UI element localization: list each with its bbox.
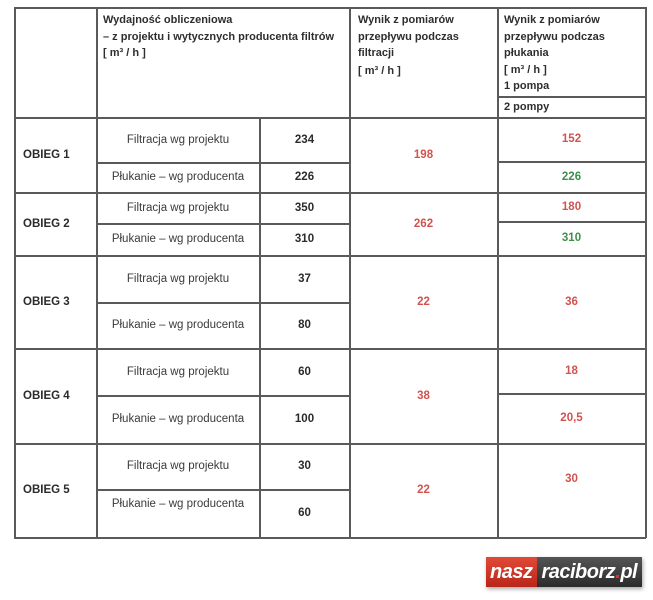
obieg-1-filtration-label — [97, 118, 259, 162]
obieg-1-washing-label — [97, 163, 259, 192]
washing-design-value: 226 — [294, 171, 315, 183]
washing-label: Płukanie – wg producenta — [111, 498, 245, 510]
naszraciborz-logo — [486, 557, 642, 587]
logo-nasz-part: nasz — [486, 557, 537, 587]
filtration-label: Filtracja wg projektu — [126, 460, 230, 472]
header-design-unit: [ m³ / h ] — [103, 47, 146, 59]
header-washing-unit: [ m³ / h ] — [504, 63, 547, 76]
table-border-top — [14, 7, 646, 9]
washing-two-pumps-value: 226 — [561, 170, 582, 183]
obieg-1-label — [15, 118, 96, 192]
logo-raciborz: raciborz — [541, 561, 616, 583]
header-washing-line3: płukania — [504, 47, 549, 59]
filtration-label: Filtracja wg projektu — [126, 133, 230, 146]
filtration-measured-value: 198 — [413, 148, 434, 161]
obieg-name: OBIEG 4 — [23, 389, 70, 402]
washing-measured-value: 30 — [565, 473, 578, 485]
obieg-name: OBIEG 5 — [23, 484, 70, 496]
header-design-title: Wydajność obliczeniowa — [103, 14, 233, 26]
obieg-2-washing-label — [97, 224, 259, 255]
obieg-name: OBIEG 3 — [23, 295, 70, 308]
header-filtration-measurement — [350, 12, 497, 112]
filtration-design-value: 350 — [294, 201, 315, 214]
obieg-3-washing-design — [260, 303, 349, 348]
washing-label: Płukanie – wg producenta — [111, 319, 245, 331]
obieg-1-washing-two-pumps — [498, 162, 645, 192]
table-border-right — [645, 7, 647, 538]
obieg-4-washing-one-pump — [498, 349, 645, 393]
washing-two-pumps-value: 310 — [561, 232, 582, 244]
obieg-1-filtration-design — [260, 118, 349, 162]
header-filtration-line2: przepływu podczas — [358, 30, 459, 43]
obieg-1-washing-design — [260, 163, 349, 192]
obieg-4-washing-two-pumps — [498, 394, 645, 443]
washing-label: Płukanie – wg producenta — [111, 171, 245, 183]
obieg-2-filtration-design — [260, 193, 349, 223]
washing-one-pump-value: 18 — [565, 364, 578, 377]
washing-one-pump-value: 152 — [561, 133, 582, 145]
obieg-3-washing-label — [97, 303, 259, 348]
header-filtration-unit: [ m³ / h ] — [358, 64, 401, 77]
obieg-4-washing-design — [260, 396, 349, 443]
obieg-5-filtration-measured — [350, 444, 497, 537]
washing-measured-value: 36 — [565, 295, 578, 308]
logo-domain-part — [537, 557, 642, 587]
washing-design-value: 60 — [298, 507, 311, 519]
washing-design-value: 100 — [294, 413, 315, 425]
filtration-measured-value: 22 — [417, 295, 430, 308]
header-washing-measurement — [498, 12, 645, 96]
obieg-5-washing-design — [260, 490, 349, 537]
washing-label: Płukanie – wg producenta — [111, 413, 245, 425]
washing-one-pump-value: 180 — [561, 200, 582, 213]
obieg-2-washing-design — [260, 224, 349, 255]
obieg-2-washing-two-pumps — [498, 222, 645, 255]
filtration-design-value: 30 — [298, 460, 311, 472]
obieg-1-filtration-measured — [350, 118, 497, 192]
logo-dot: . — [615, 561, 621, 583]
header-one-pump: 1 pompa — [504, 80, 550, 92]
header-design-subtitle: – z projektu i wytycznych producenta filtrów — [103, 30, 335, 43]
obieg-name: OBIEG 1 — [23, 148, 70, 161]
obieg-5-filtration-design — [260, 444, 349, 489]
logo-tld: pl — [620, 561, 638, 583]
header-filtration-line3: filtracji — [358, 47, 395, 59]
filtration-label: Filtracja wg projektu — [126, 365, 230, 378]
header-two-pumps — [498, 97, 645, 117]
obieg-4-filtration-measured — [350, 349, 497, 443]
header-washing-line1: Wynik z pomiarów — [504, 14, 600, 26]
obieg-3-filtration-label — [97, 256, 259, 302]
filtration-label: Filtracja wg projektu — [126, 201, 230, 214]
obieg-5-filtration-label — [97, 444, 259, 489]
obieg-3-filtration-measured — [350, 256, 497, 348]
obieg-3-label — [15, 256, 96, 348]
obieg-5-label — [15, 444, 96, 537]
filtration-design-value: 234 — [294, 133, 315, 146]
washing-label: Płukanie – wg producenta — [111, 233, 245, 245]
header-design-capacity — [97, 12, 349, 112]
header-filtration-line1: Wynik z pomiarów — [358, 14, 454, 26]
obieg-2-washing-one-pump — [498, 193, 645, 221]
washing-two-pumps-value: 20,5 — [560, 412, 583, 424]
filtration-label: Filtracja wg projektu — [126, 272, 230, 285]
obieg-4-label — [15, 349, 96, 443]
washing-design-value: 310 — [294, 233, 315, 245]
table-border-bottom — [14, 537, 646, 539]
header-washing-line2: przepływu podczas — [504, 30, 605, 43]
obieg-4-filtration-design — [260, 349, 349, 395]
obieg-3-washing-measured — [498, 256, 645, 348]
obieg-name: OBIEG 2 — [23, 217, 70, 230]
obieg-5-washing-measured — [498, 444, 645, 537]
obieg-2-filtration-measured — [350, 193, 497, 255]
obieg-2-filtration-label — [97, 193, 259, 223]
obieg-4-washing-label — [97, 396, 259, 443]
filtration-design-value: 37 — [298, 272, 311, 285]
filtration-measured-value: 262 — [413, 217, 434, 230]
obieg-5-washing-label — [97, 490, 259, 537]
filtration-design-value: 60 — [298, 365, 311, 378]
obieg-2-label — [15, 193, 96, 255]
obieg-4-filtration-label — [97, 349, 259, 395]
filtration-measured-value: 22 — [417, 484, 430, 496]
header-two-pumps-label: 2 pompy — [504, 100, 550, 113]
obieg-3-filtration-design — [260, 256, 349, 302]
washing-design-value: 80 — [298, 319, 311, 331]
obieg-1-washing-one-pump — [498, 118, 645, 161]
filtration-measured-value: 38 — [417, 389, 430, 402]
